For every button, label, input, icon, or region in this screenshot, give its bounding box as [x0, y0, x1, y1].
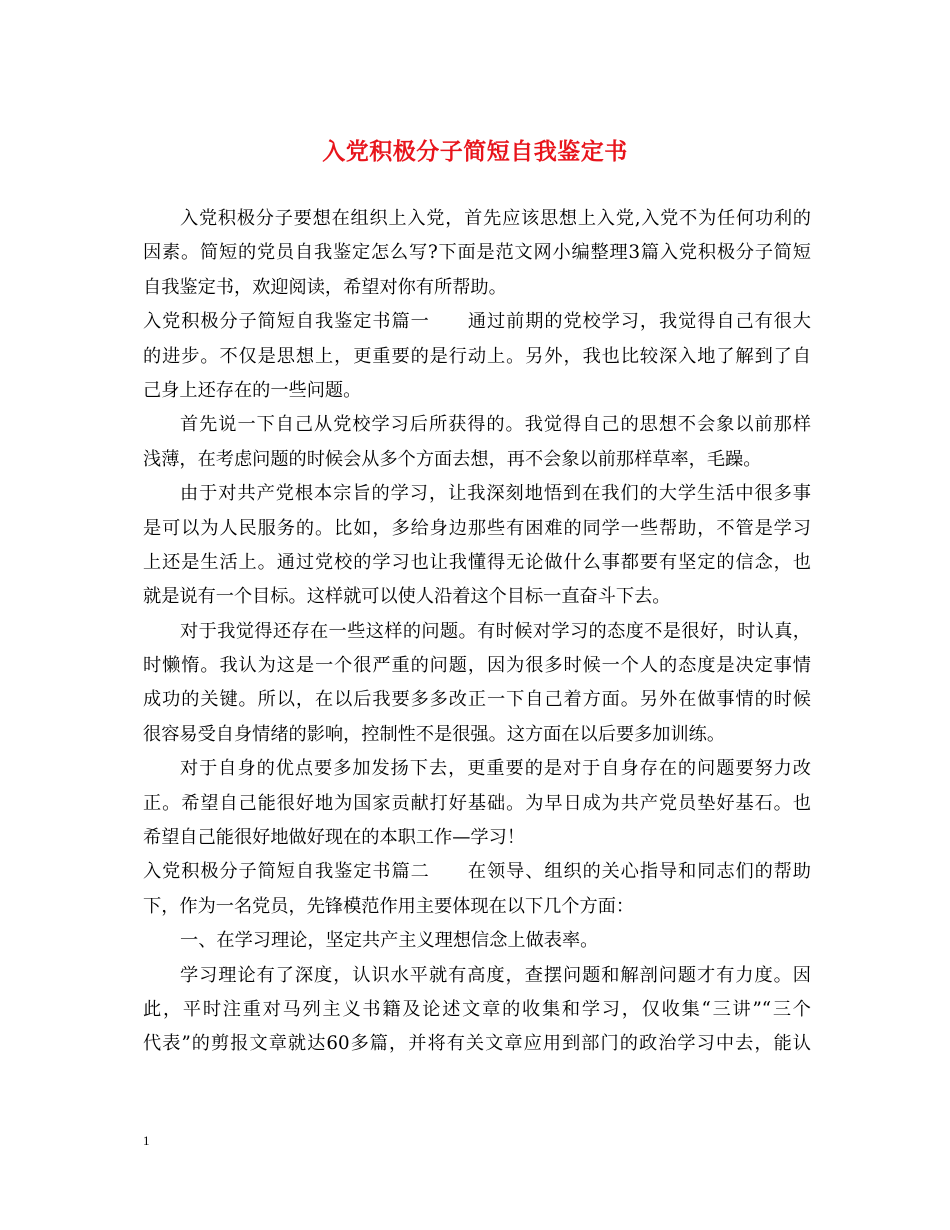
text-line: 一、在学习理论，坚定共产主义理想信念上做表率。: [180, 930, 599, 952]
text-line: 下，作为一名党员，先锋模范作用主要体现在以下几个方面：: [143, 895, 635, 917]
page-number: 1: [143, 1133, 150, 1148]
document-body: [143, 202, 811, 1062]
text-line: 学习理论有了深度，认识水平就有高度，查摆问题和解剖问题才有力度。因: [180, 964, 811, 986]
text-line: 己身上还存在的一些问题。: [143, 379, 362, 401]
text-line: 很容易受自身情绪的影响，控制性不是很强。这方面在以后要多加训练。: [143, 723, 726, 745]
text-line: 就是说有一个目标。这样就可以使人沿着这个目标一直奋斗下去。: [143, 586, 671, 608]
text-line: 入党积极分子要想在组织上入党，首先应该思想上入党,入党不为任何功利的: [180, 208, 811, 229]
text-line: 首先说一下自己从党校学习后所获得的。我觉得自己的思想不会象以前那样: [180, 414, 811, 436]
text-line: 时懒惰。我认为这是一个很严重的问题，因为很多时候一个人的态度是决定事情: [143, 655, 811, 677]
text-line: 希望自己能很好地做好现在的本职工作—学习！: [143, 827, 525, 849]
text-line: 对于我觉得还存在一些这样的问题。有时候对学习的态度不是很好，时认真，: [180, 620, 811, 642]
text-line: 因素。简短的党员自我鉴定怎么写?下面是范文网小编整理3篇入党积极分子简短: [143, 242, 811, 264]
text-line: 此，平时注重对马列主义书籍及论述文章的收集和学习，仅收集“三讲”“三个: [143, 998, 811, 1020]
text-line: 的进步。不仅是思想上，更重要的是行动上。另外，我也比较深入地了解到了自: [143, 345, 811, 367]
text-line: 由于对共产党根本宗旨的学习，让我深刻地悟到在我们的大学生活中很多事: [180, 483, 811, 505]
text-line: 浅薄，在考虑问题的时候会从多个方面去想，再不会象以前那样草率，毛躁。: [143, 448, 762, 470]
text-line: 对于自身的优点要多加发扬下去，更重要的是对于自身存在的问题要努力改: [180, 758, 811, 780]
text-line: 正。希望自己能很好地为国家贡献打好基础。为早日成为共产党员垫好基石。也: [143, 792, 811, 814]
text-line: 入党积极分子简短自我鉴定书篇一 通过前期的党校学习，我觉得自己有很大: [143, 311, 811, 333]
text-line: 上还是生活上。通过党校的学习也让我懂得无论做什么事都要有坚定的信念，也: [143, 551, 811, 573]
text-line: 是可以为人民服务的。比如，多给身边那些有困难的同学一些帮助，不管是学习: [143, 517, 811, 539]
text-line: 成功的关键。所以，在以后我要多多改正一下自己着方面。另外在做事情的时候: [143, 689, 811, 711]
text-line: 代表”的剪报文章就达60多篇，并将有关文章应用到部门的政治学习中去，能认: [143, 1033, 811, 1055]
document-title: 入党积极分子简短自我鉴定书: [322, 138, 628, 165]
text-line: 自我鉴定书，欢迎阅读，希望对你有所帮助。: [143, 276, 507, 298]
text-line: 入党积极分子简短自我鉴定书篇二 在领导、组织的关心指导和同志们的帮助: [143, 861, 811, 883]
